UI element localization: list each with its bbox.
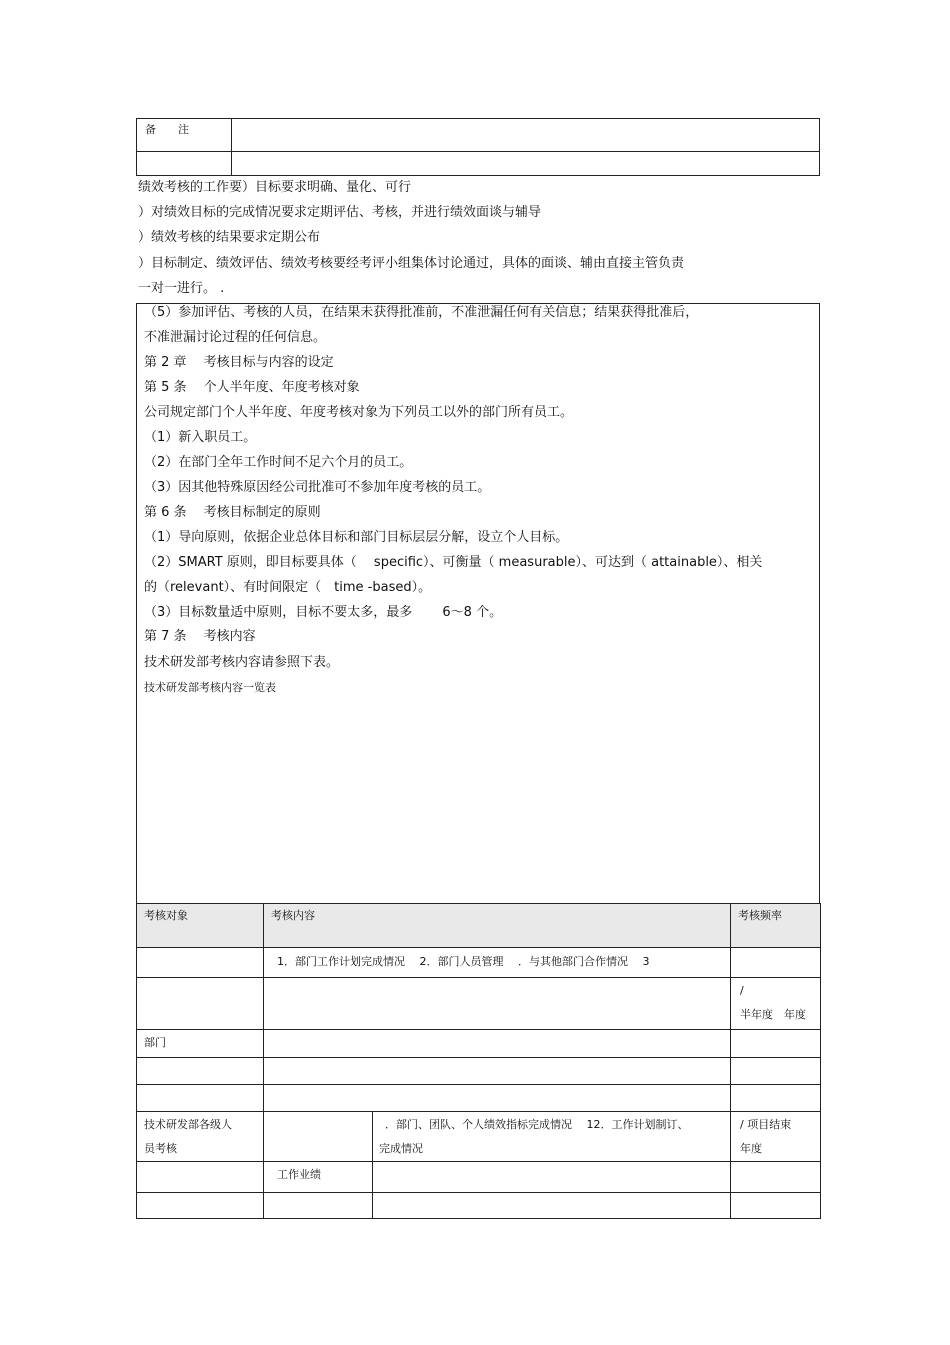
header-cell (264, 904, 731, 948)
box-line: （3）目标数量适中原则，目标不要太多，最多 6～8 个。 (144, 605, 503, 620)
remarks-empty-cell-2 (232, 152, 820, 176)
sub-item-work-performance: 工作业绩 (277, 1168, 321, 1181)
remarks-empty-cell-1 (137, 152, 232, 176)
object-staff: 技术研发部各级人 (144, 1118, 232, 1131)
table-header-row (137, 904, 821, 948)
table-caption: 技术研发部考核内容一览表 (144, 681, 276, 694)
box-line: （1）导向原则，依据企业总体目标和部门目标层层分解，设立个人目标。 (144, 530, 569, 545)
table-row (137, 1085, 821, 1112)
table-row (137, 1112, 821, 1162)
box-line: （1）新入职员工。 (144, 430, 257, 445)
box-line: 的（relevant）、有时间限定（ time -based）。 (144, 580, 432, 595)
header-object: 考核对象 (144, 909, 188, 922)
chapter-heading: 第 2 章 考核目标与内容的设定 (144, 355, 334, 370)
table-row (137, 1193, 821, 1219)
assessment-table (136, 903, 821, 1219)
paragraph-line: ）绩效考核的结果要求定期公布 (138, 230, 321, 245)
object-staff-cont: 员考核 (144, 1142, 177, 1155)
header-cell (137, 904, 264, 948)
table-row (137, 948, 821, 978)
paragraph-line: ）目标制定、绩效评估、绩效考核要经考评小组集体讨论通过，具体的面谈、辅由直接主管负责 (138, 256, 685, 271)
paragraph-line: 绩效考核的工作要）目标要求明确、量化、可行 (138, 180, 412, 195)
box-line: 公司规定部门个人半年度、年度考核对象为下列员工以外的部门所有员工。 (144, 405, 574, 420)
header-cell (731, 904, 821, 948)
remarks-table (136, 118, 820, 176)
object-department: 部门 (144, 1036, 166, 1049)
table-row (137, 1058, 821, 1085)
table-row (137, 1162, 821, 1193)
box-line: （2）SMART 原则，即目标要具体（ specific）、可衡量（ measurable）、可达到（ attainable）、相关 (144, 555, 763, 570)
remarks-label: 备 注 (145, 123, 189, 136)
article-heading: 第 6 条 考核目标制定的原则 (144, 505, 321, 520)
frequency-value: 半年度 年度 (740, 1008, 806, 1021)
box-line: （2）在部门全年工作时间不足六个月的员工。 (144, 455, 413, 470)
header-content: 考核内容 (271, 909, 315, 922)
paragraph-line: 一对一进行。 . (138, 281, 225, 296)
box-line: （5）参加评估、考核的人员，在结果未获得批准前，不准泄漏任何有关信息；结果获得批准后， (144, 305, 699, 320)
table-row (137, 1030, 821, 1058)
frequency-staff: / 项目结束 (740, 1118, 792, 1131)
table-row (137, 978, 821, 1030)
article-heading: 第 7 条 考核内容 (144, 629, 256, 644)
content-item-list: 1．部门工作计划完成情况 2．部门人员管理 ．与其他部门合作情况 3 (277, 955, 650, 968)
frequency-staff-cont: 年度 (740, 1142, 762, 1155)
header-frequency: 考核频率 (738, 909, 782, 922)
article-heading: 第 5 条 个人半年度、年度考核对象 (144, 380, 360, 395)
box-line: 技术研发部考核内容请参照下表。 (144, 655, 340, 670)
remarks-label-cell (137, 119, 232, 152)
remarks-value-cell (232, 119, 820, 152)
box-line: （3）因其他特殊原因经公司批准可不参加年度考核的员工。 (144, 480, 491, 495)
paragraph-line: ）对绩效目标的完成情况要求定期评估、考核，并进行绩效面谈与辅导 (138, 205, 542, 220)
frequency-separator: / (740, 984, 744, 997)
box-line: 不准泄漏讨论过程的任何信息。 (144, 330, 327, 345)
content-staff: ．部门、团队、个人绩效指标完成情况 12．工作计划制订、 (385, 1118, 689, 1131)
content-staff-cont: 完成情况 (379, 1142, 423, 1155)
